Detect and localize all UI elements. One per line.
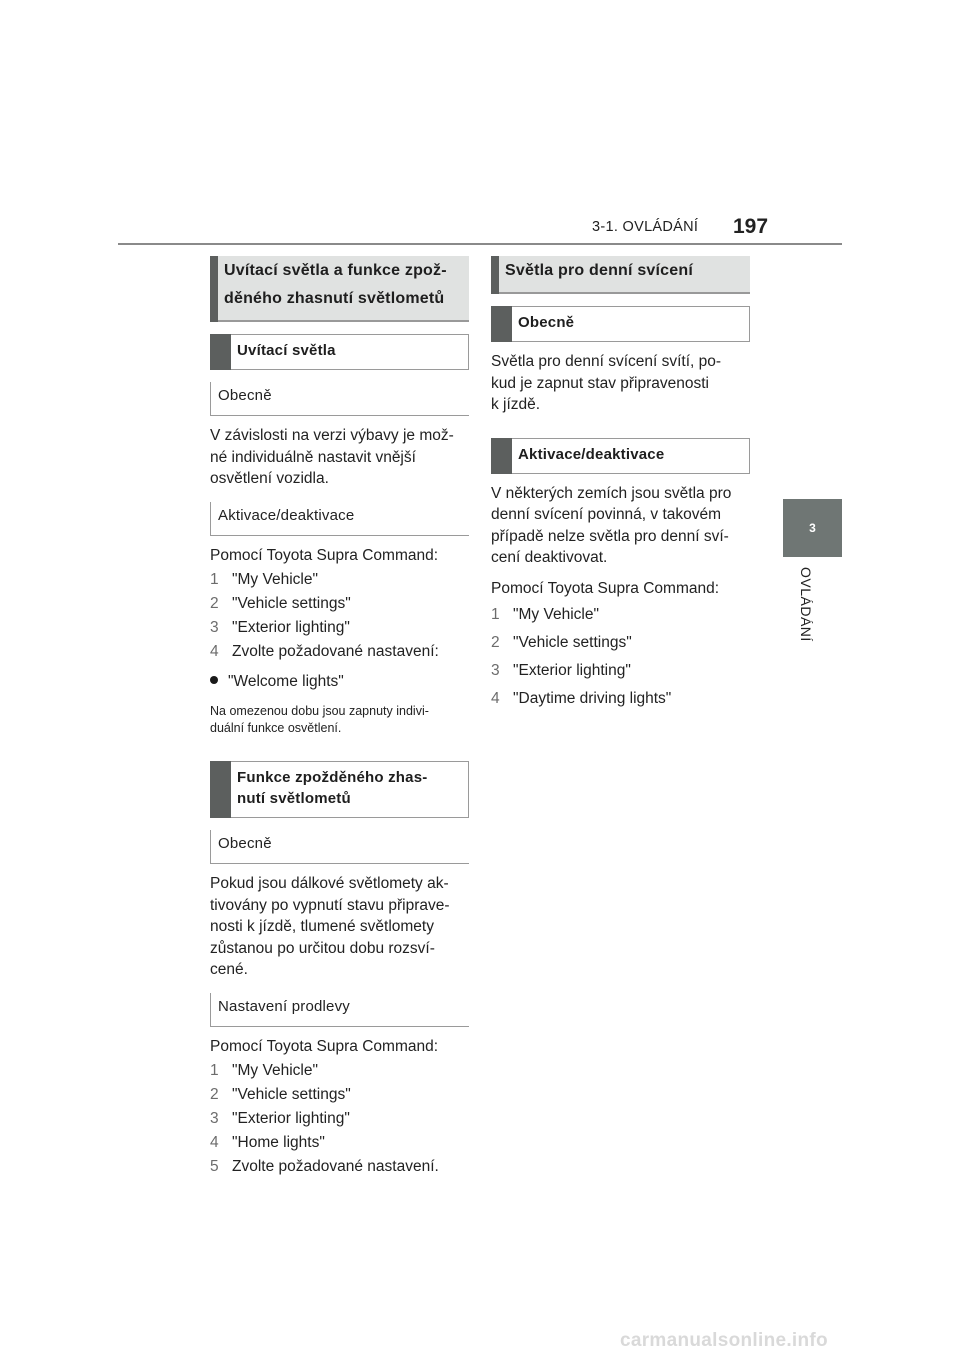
step-number: 1 <box>491 606 500 623</box>
text-line: duální funkce osvětlení. <box>210 721 342 735</box>
step-number: 2 <box>210 1086 219 1103</box>
footer-watermark: carmanualsonline.info <box>620 1330 828 1351</box>
step-text: Zvolte požadované nastavení: <box>232 643 439 660</box>
step-number: 5 <box>210 1158 219 1175</box>
paragraph-daytime-general <box>491 351 750 416</box>
step-number: 2 <box>210 595 219 612</box>
paragraph-intro: Pomocí Toyota Supra Command: <box>491 579 720 597</box>
subheading-activation: Aktivace/deaktivace <box>491 438 750 474</box>
subsubheading-general: Obecně <box>210 830 469 864</box>
chapter-tab-label: OVLÁDÁNÍ <box>798 567 814 642</box>
step-number: 3 <box>210 1110 219 1127</box>
step-text: "Exterior lighting" <box>232 619 350 636</box>
step-number: 3 <box>491 662 500 679</box>
step-text: "Vehicle settings" <box>232 595 351 612</box>
step-item <box>210 1109 469 1129</box>
step-item <box>210 618 469 638</box>
right-column <box>491 256 750 709</box>
page-number: 197 <box>733 215 769 238</box>
step-number: 3 <box>210 619 219 636</box>
heading-line: děného zhasnutí světlometů <box>224 290 445 307</box>
header-divider <box>118 243 842 245</box>
subsubheading-activation: Aktivace/deaktivace <box>210 502 469 536</box>
step-text: "Exterior lighting" <box>513 662 631 679</box>
paragraph-welcome-general <box>210 425 469 490</box>
left-column <box>210 256 469 1177</box>
step-item <box>210 642 469 662</box>
paragraph-delay-general <box>210 873 469 981</box>
step-number: 4 <box>210 1134 219 1151</box>
step-text: "My Vehicle" <box>232 1062 318 1079</box>
step-item <box>491 689 750 709</box>
step-number: 4 <box>491 690 500 707</box>
heading-welcome-and-delay <box>210 256 469 322</box>
step-number: 1 <box>210 1062 219 1079</box>
step-item <box>210 594 469 614</box>
step-item <box>491 605 750 625</box>
bullet-text: "Welcome lights" <box>228 673 344 690</box>
subsubheading-delay-setting: Nastavení prodlevy <box>210 993 469 1027</box>
text-line: zůstanou po určitou dobu rozsví- <box>210 939 435 957</box>
text-line: V závislosti na verzi výbavy je mož- <box>210 427 454 444</box>
heading-line: nutí světlometů <box>237 790 351 807</box>
step-text: "Exterior lighting" <box>232 1110 350 1127</box>
text-line: k jízdě. <box>491 396 541 413</box>
text-line: né individuálně nastavit vnější <box>210 448 416 466</box>
step-text: "My Vehicle" <box>232 571 318 588</box>
note-text <box>210 703 469 737</box>
heading-line: Uvítací světla a funkce zpož- <box>224 262 447 279</box>
step-number: 4 <box>210 643 219 660</box>
paragraph-daytime-activation <box>491 483 750 569</box>
step-item <box>210 1157 469 1177</box>
text-line: denní svícení povinná, v takovém <box>491 506 722 523</box>
text-line: tivovány po vypnutí stavu připrave- <box>210 896 450 914</box>
text-line: Na omezenou dobu jsou zapnuty indivi- <box>210 704 429 718</box>
text-line: osvětlení vozidla. <box>210 470 329 487</box>
paragraph-intro: Pomocí Toyota Supra Command: <box>210 546 439 564</box>
text-line: cení deaktivovat. <box>491 549 608 566</box>
chapter-tab-number: 3 <box>783 499 842 557</box>
section-title: 3-1. OVLÁDÁNÍ <box>592 219 699 235</box>
text-line: kud je zapnut stav připravenosti <box>491 374 709 392</box>
step-item <box>210 1085 469 1105</box>
text-line: cené. <box>210 961 248 978</box>
subsubheading-general: Obecně <box>210 382 469 416</box>
step-text: "Vehicle settings" <box>513 634 632 651</box>
text-line: nosti k jízdě, tlumené světlomety <box>210 918 434 935</box>
text-line: případě nelze světla pro denní sví- <box>491 527 729 545</box>
step-item <box>491 661 750 681</box>
step-text: Zvolte požadované nastavení. <box>232 1158 439 1175</box>
step-text: "My Vehicle" <box>513 606 599 623</box>
text-line: Světla pro denní svícení svítí, po- <box>491 353 722 370</box>
step-number: 1 <box>210 571 219 588</box>
step-text: "Vehicle settings" <box>232 1086 351 1103</box>
subheading-welcome-lights: Uvítací světla <box>210 334 469 370</box>
paragraph-intro: Pomocí Toyota Supra Command: <box>210 1037 439 1055</box>
step-item <box>210 1133 469 1153</box>
text-line: V některých zemích jsou světla pro <box>491 484 732 502</box>
step-item <box>491 633 750 653</box>
bullet-dot-icon <box>210 676 218 684</box>
text-line: Pokud jsou dálkové světlomety ak- <box>210 875 449 892</box>
step-text: "Daytime driving lights" <box>513 690 672 707</box>
step-text: "Home lights" <box>232 1134 325 1151</box>
heading-line: Funkce zpožděného zhas- <box>237 769 428 786</box>
bullet-item <box>210 672 469 692</box>
step-item <box>210 1061 469 1081</box>
step-item <box>210 570 469 590</box>
subheading-general: Obecně <box>491 306 750 342</box>
heading-daytime-lights: Světla pro denní svícení <box>491 256 750 294</box>
step-number: 2 <box>491 634 500 651</box>
subheading-delayed-off <box>210 761 469 818</box>
